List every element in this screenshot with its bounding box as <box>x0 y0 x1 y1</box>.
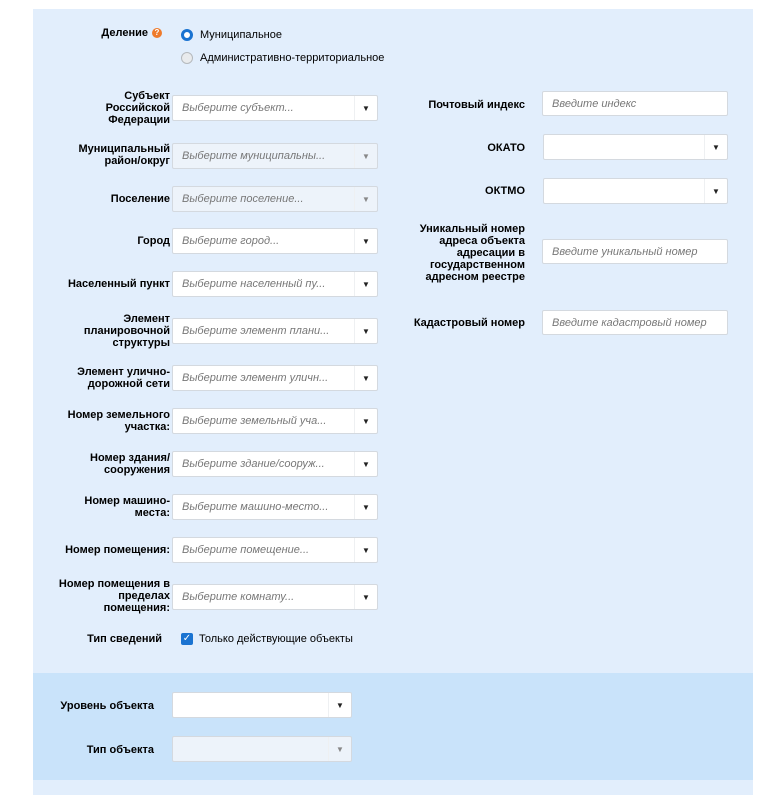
label-premises: Номер помещения: <box>65 544 170 556</box>
select-subject[interactable] <box>172 95 378 121</box>
triangle-down-icon[interactable]: ▼ <box>704 179 727 203</box>
radio-unselected-icon[interactable] <box>181 52 193 64</box>
label-building: Номер здания/ сооружения <box>90 452 170 476</box>
select-premises[interactable] <box>172 537 378 563</box>
panel-footer <box>33 780 753 795</box>
label-city: Город <box>137 235 170 247</box>
division-label <box>60 26 162 40</box>
select-room[interactable] <box>172 584 378 610</box>
label-okato: ОКАТО <box>487 142 525 154</box>
select-parking-space-value: Выберите машино-место... <box>182 501 329 513</box>
triangle-down-icon[interactable]: ▼ <box>354 585 377 609</box>
label-cadastral-number: Кадастровый номер <box>413 317 525 329</box>
label-info-type: Тип сведений <box>87 633 162 645</box>
select-planning-element-value: Выберите элемент плани... <box>182 325 330 337</box>
select-premises-value: Выберите помещение... <box>182 544 310 556</box>
triangle-down-icon[interactable]: ▼ <box>354 96 377 120</box>
select-municipal-district[interactable] <box>172 143 378 169</box>
check-icon[interactable]: ✓ <box>182 633 192 644</box>
object-filter-panel <box>33 673 753 780</box>
label-municipal-district: Муниципальный район/округ <box>78 143 170 167</box>
triangle-down-icon[interactable]: ▼ <box>328 737 351 761</box>
label-object-type: Тип объекта <box>86 744 154 756</box>
label-parking-space: Номер машино-места: <box>84 495 170 519</box>
triangle-down-icon[interactable]: ▼ <box>328 693 351 717</box>
division-label-text: Деление <box>101 27 148 39</box>
triangle-down-icon[interactable]: ▼ <box>354 144 377 168</box>
label-settlement: Поселение <box>110 193 170 205</box>
radio-municipal-label: Муниципальное <box>200 29 282 41</box>
radio-selected-icon[interactable] <box>181 29 193 41</box>
select-okato[interactable] <box>543 134 728 160</box>
label-room: Номер помещения в пределах помещения: <box>58 578 170 614</box>
select-land-plot-value: Выберите земельный уча... <box>182 415 327 427</box>
triangle-down-icon[interactable]: ▼ <box>354 272 377 296</box>
label-oktmo: ОКТМО <box>485 185 525 197</box>
radio-municipal[interactable] <box>181 29 282 41</box>
checkbox-active-only[interactable] <box>181 633 353 645</box>
label-land-plot: Номер земельного участка: <box>67 409 170 433</box>
select-room-value: Выберите комнату... <box>182 591 295 603</box>
triangle-down-icon[interactable]: ▼ <box>354 366 377 390</box>
select-settlement-value: Выберите поселение... <box>182 193 304 205</box>
triangle-down-icon[interactable]: ▼ <box>354 538 377 562</box>
select-land-plot[interactable] <box>172 408 378 434</box>
label-unique-number: Уникальный номер адреса объекта адресации в государственном адресном реестре <box>419 223 525 283</box>
triangle-down-icon[interactable]: ▼ <box>354 452 377 476</box>
select-object-level[interactable] <box>172 692 352 718</box>
label-planning-element: Элемент планировочной структуры <box>83 313 170 349</box>
postal-code-input[interactable]: Введите индекс <box>542 91 728 116</box>
select-building[interactable] <box>172 451 378 477</box>
radio-administrative-label: Административно-территориальное <box>200 52 385 64</box>
label-street-element: Элемент улично-дорожной сети <box>77 366 170 390</box>
select-settlement[interactable] <box>172 186 378 212</box>
select-street-element-value: Выберите элемент уличн... <box>182 372 329 384</box>
cadastral-number-input[interactable]: Введите кадастровый номер <box>542 310 728 335</box>
triangle-down-icon[interactable]: ▼ <box>354 409 377 433</box>
unique-number-input[interactable]: Введите уникальный номер <box>542 239 728 264</box>
select-planning-element[interactable] <box>172 318 378 344</box>
select-street-element[interactable] <box>172 365 378 391</box>
select-locality-value: Выберите населенный пу... <box>182 278 326 290</box>
select-municipal-district-value: Выберите муниципальны... <box>182 150 326 162</box>
triangle-down-icon[interactable]: ▼ <box>704 135 727 159</box>
select-locality[interactable] <box>172 271 378 297</box>
select-oktmo[interactable] <box>543 178 728 204</box>
label-object-level: Уровень объекта <box>60 700 154 712</box>
question-circle-icon[interactable]: ? <box>152 28 162 38</box>
select-parking-space[interactable] <box>172 494 378 520</box>
checkbox-active-only-label: Только действующие объекты <box>199 633 353 645</box>
triangle-down-icon[interactable]: ▼ <box>354 187 377 211</box>
label-postal-code: Почтовый индекс <box>428 99 525 111</box>
label-subject: Субъект Российской Федерации <box>105 90 170 126</box>
triangle-down-icon[interactable]: ▼ <box>354 229 377 253</box>
select-city-value: Выберите город... <box>182 235 280 247</box>
triangle-down-icon[interactable]: ▼ <box>354 319 377 343</box>
label-locality: Населенный пункт <box>67 278 170 290</box>
select-subject-value: Выберите субъект... <box>182 102 294 114</box>
select-building-value: Выберите здание/сооруж... <box>182 458 325 470</box>
select-city[interactable] <box>172 228 378 254</box>
triangle-down-icon[interactable]: ▼ <box>354 495 377 519</box>
radio-administrative[interactable] <box>181 52 384 64</box>
select-object-type[interactable] <box>172 736 352 762</box>
